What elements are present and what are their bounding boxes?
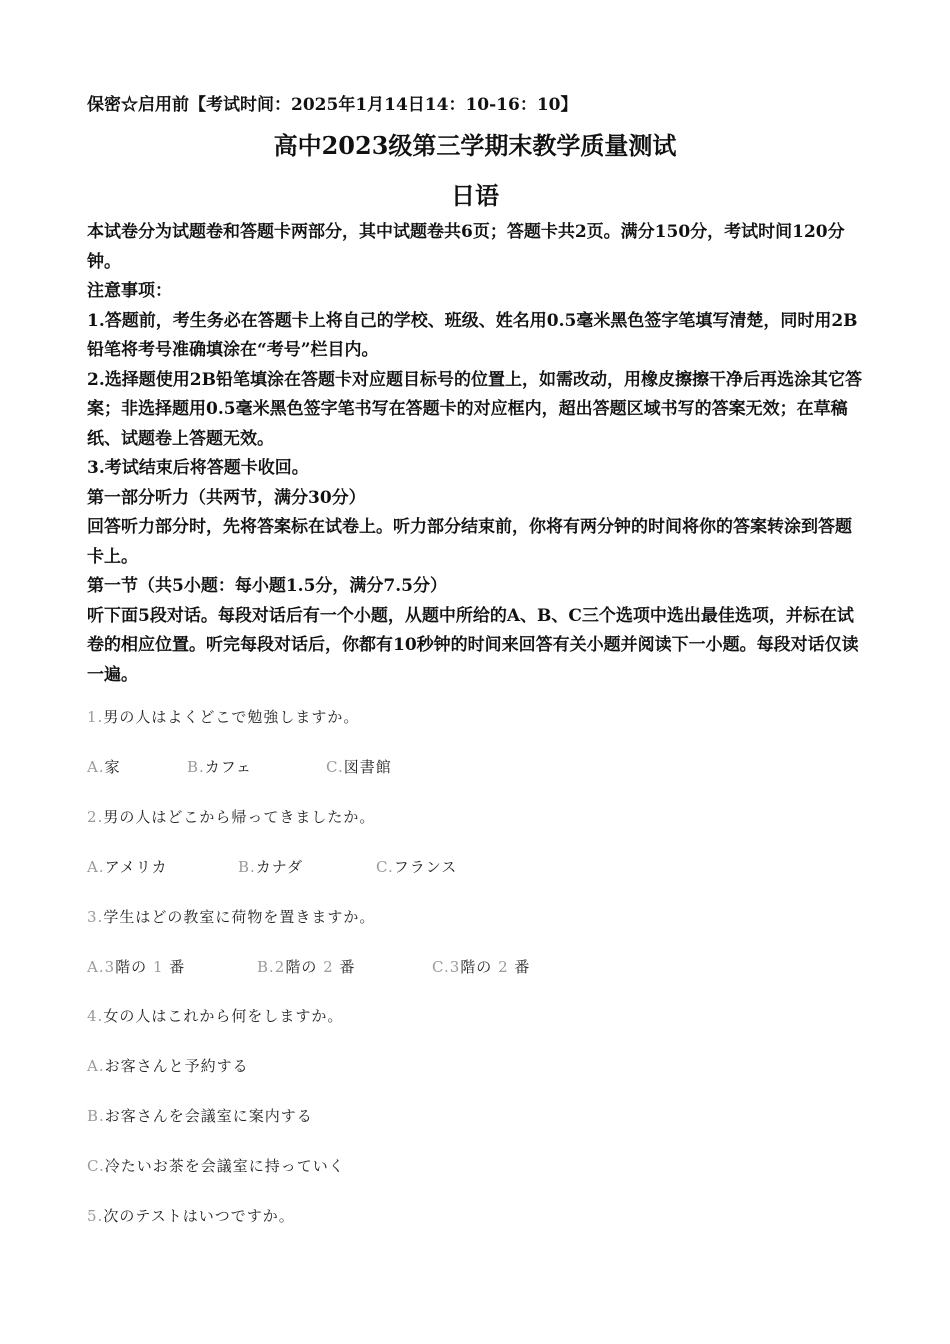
question-text: 女の人はこれから何をしますか。 (103, 1007, 344, 1025)
q2-option-b[interactable] (238, 856, 303, 877)
option-letter: A. (87, 858, 105, 876)
question-number: 3. (87, 908, 104, 926)
question-number: 2. (87, 808, 104, 826)
option-letter: A. (87, 958, 105, 976)
question-1 (87, 706, 359, 727)
option-floor: 2 (274, 958, 286, 976)
option-letter: C. (326, 758, 344, 776)
option-text: 図書館 (343, 758, 392, 776)
question-2 (87, 806, 375, 827)
option-text: 家 (104, 758, 121, 776)
part-1-heading: 第一部分听力（共两节，满分30分） (87, 487, 366, 508)
option-text: 階の (285, 958, 318, 976)
notice-item-3: 3.考试结束后将答题卡收回。 (87, 458, 309, 478)
option-suffix: 番 (169, 958, 186, 976)
q4-option-a[interactable] (87, 1055, 249, 1076)
option-text: フランス (393, 858, 458, 876)
q4-option-b[interactable] (87, 1105, 313, 1126)
q2-option-a[interactable] (87, 856, 168, 877)
q1-option-b[interactable] (187, 756, 252, 777)
option-text: アメリカ (104, 858, 168, 876)
notice-item-1: 1.答题前，考生务必在答题卡上将自己的学校、班级、姓名用0.5毫米黑色签字笔填写清楚，同时用2B铅笔将考号准确填涂在“考号”栏目内。 (87, 310, 858, 360)
q3-option-a[interactable] (87, 956, 185, 977)
option-text: 冷たいお茶を会議室に持っていく (104, 1157, 345, 1175)
question-number: 5. (87, 1207, 104, 1225)
confidential-line: 保密☆启用前【考试时间：2025年1月14日14：10-16：10】 (87, 95, 578, 115)
option-room: 2 (498, 958, 509, 976)
exam-title: 高中2023级第三学期末教学质量测试 (273, 131, 677, 160)
part-1-description: 回答听力部分时，先将答案标在试卷上。听力部分结束前，你将有两分钟的时间将你的答案转涂到答题卡上。 (87, 517, 852, 567)
option-room: 2 (323, 958, 334, 976)
question-4 (87, 1005, 343, 1026)
question-text: 次のテストはいつですか。 (103, 1207, 295, 1225)
option-letter: B. (187, 758, 205, 776)
option-letter: C. (432, 958, 450, 976)
option-letter: A. (87, 1057, 105, 1075)
option-text: 階の (460, 958, 493, 976)
option-letter: A. (87, 758, 105, 776)
instructions (87, 218, 863, 690)
q3-option-c[interactable] (432, 956, 530, 977)
intro-paragraph: 本试卷分为试题卷和答题卡两部分，其中试题卷共6页；答题卡共2页。满分150分，考试时间120分钟。 (87, 222, 845, 272)
question-text: 男の人はよくどこで勉強しますか。 (103, 708, 360, 726)
question-3 (87, 906, 375, 927)
option-text: カナダ (255, 858, 304, 876)
question-number: 1. (87, 708, 104, 726)
option-letter: C. (87, 1157, 105, 1175)
section-1-heading: 第一节（共5小题：每小题1.5分，满分7.5分） (87, 576, 447, 596)
option-letter: B. (257, 958, 275, 976)
question-number: 4. (87, 1007, 104, 1025)
question-text: 男の人はどこから帰ってきましたか。 (103, 808, 376, 826)
option-floor: 3 (449, 958, 461, 976)
section-1-description: 听下面5段对话。每段对话后有一个小题，从题中所给的A、B、C三个选项中选出最佳选项，并标在试卷的相应位置。听完每段对话后，你都有10秒钟的时间来回答有关小题并阅读下一小题。每段对话仅读一遍。 (87, 605, 859, 685)
q3-option-b[interactable] (257, 956, 355, 977)
notice-item-2: 2.选择题使用2B铅笔填涂在答题卡对应题目标号的位置上，如需改动，用橡皮擦擦干净后再选涂其它答案；非选择题用0.5毫米黑色签字笔书写在答题卡的对应框内，超出答题区域书写的答案无效；在草稿纸、试题卷上答题无效。 (87, 369, 862, 449)
option-letter: B. (238, 858, 256, 876)
option-room: 1 (152, 958, 164, 976)
option-text: カフェ (204, 758, 253, 776)
option-suffix: 番 (339, 958, 356, 976)
q2-option-c[interactable] (376, 856, 457, 877)
option-text: お客さんを会議室に案内する (104, 1107, 313, 1125)
option-text: お客さんと予約する (104, 1057, 249, 1075)
question-text: 学生はどの教室に荷物を置きますか。 (103, 908, 376, 926)
q4-option-c[interactable] (87, 1155, 345, 1176)
exam-subject: 日语 (451, 181, 499, 210)
option-letter: B. (87, 1107, 105, 1125)
option-suffix: 番 (514, 958, 531, 976)
notice-title: 注意事项： (87, 281, 172, 301)
option-text: 階の (115, 958, 148, 976)
question-5 (87, 1205, 295, 1226)
q1-option-c[interactable] (326, 756, 392, 777)
q1-option-a[interactable] (87, 756, 121, 777)
option-letter: C. (376, 858, 394, 876)
option-floor: 3 (104, 958, 116, 976)
